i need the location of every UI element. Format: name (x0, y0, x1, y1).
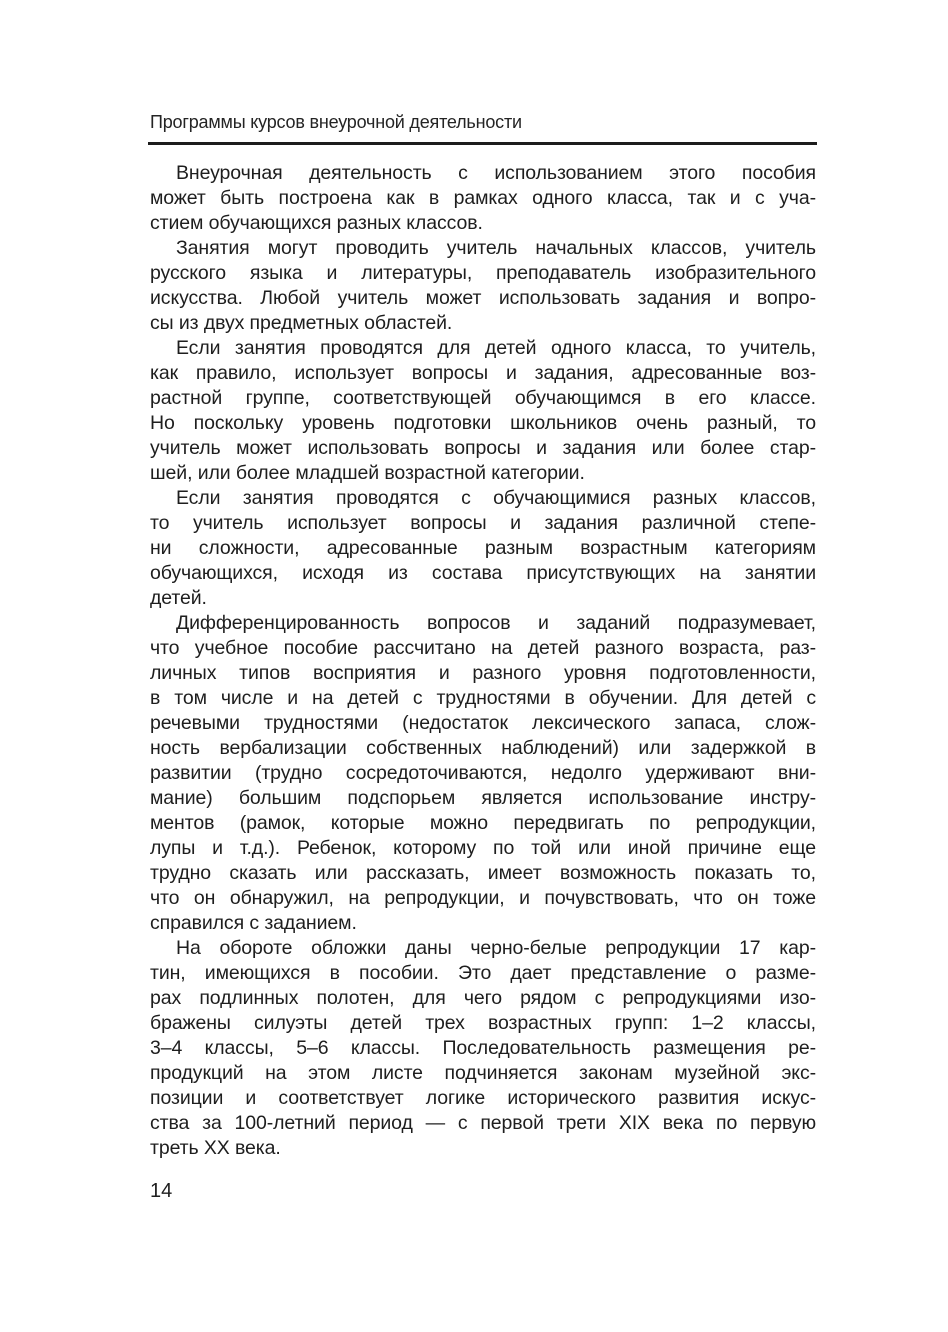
text-line: развитии (трудно сосредоточиваются, недолго удерживают вни- (150, 762, 816, 784)
text-line: Если занятия проводятся для детей одного класса, то учитель, (176, 337, 816, 359)
text-line: ность вербализации собственных наблюдений) или задержкой в (150, 737, 816, 759)
paragraph (150, 936, 816, 1161)
text-line: что он обнаружил, на репродукции, и почувствовать, что он тоже (150, 887, 816, 909)
text-line: 3–4 классы, 5–6 классы. Последовательность размещения ре- (150, 1037, 816, 1059)
text-line: позиции и соответствует логике исторического развития искус- (150, 1087, 816, 1109)
text-line: Если занятия проводятся с обучающимися разных классов, (176, 487, 816, 509)
running-header: Программы курсов внеурочной деятельности (150, 112, 522, 132)
text-line: ментов (рамок, которые можно передвигать по репродукции, (150, 812, 816, 834)
paragraph (150, 236, 816, 336)
text-line: сы из двух предметных областей. (150, 312, 453, 334)
text-line: личных типов восприятия и разного уровня подготовленности, (150, 662, 816, 684)
text-line: стием обучающихся разных классов. (150, 212, 483, 234)
text-line: учитель может использовать вопросы и задания или более стар- (150, 437, 816, 459)
text-line: ства за 100-летний период — с первой трети XIX века по первую (150, 1112, 816, 1134)
text-line: что учебное пособие рассчитано на детей разного возраста, раз- (150, 637, 816, 659)
text-line: бражены силуэты детей трех возрастных групп: 1–2 классы, (150, 1012, 816, 1034)
text-line: как правило, использует вопросы и задания, адресованные воз- (150, 362, 816, 384)
text-line: может быть построена как в рамках одного класса, так и с уча- (150, 187, 816, 209)
text-line: На обороте обложки даны черно-белые репродукции 17 кар- (176, 937, 816, 959)
text-line: рах подлинных полотен, для чего рядом с репродукциями изо- (150, 987, 816, 1009)
text-line: трудно сказать или рассказать, имеет возможность показать то, (150, 862, 816, 884)
text-line: в том числе и на детей с трудностями в обучении. Для детей с (150, 687, 816, 709)
text-line: шей, или более младшей возрастной категории. (150, 462, 585, 484)
text-line: лупы и т.д.). Ребенок, которому по той или иной причине еще (150, 837, 816, 859)
text-line: обучающихся, исходя из состава присутствующих на занятии (150, 562, 816, 584)
paragraph (150, 486, 816, 611)
text-line: искусства. Любой учитель может использовать задания и вопро- (150, 287, 816, 309)
page-number: 14 (150, 1180, 173, 1202)
text-line: справился с заданием. (150, 912, 357, 934)
text-line: продукций на этом листе подчиняется законам музейной экс- (150, 1062, 816, 1084)
text-line: треть XX века. (150, 1137, 281, 1159)
text-line: растной группе, соответствующей обучающимся в его классе. (150, 387, 816, 409)
text-line: тин, имеющихся в пособии. Это дает представление о разме- (150, 962, 816, 984)
text-line: мание) большим подспорьем является использование инстру- (150, 787, 816, 809)
paragraph (150, 161, 816, 236)
text-line: то учитель использует вопросы и задания различной степе- (150, 512, 816, 534)
text-line: русского языка и литературы, преподаватель изобразительного (150, 262, 816, 284)
text-line: Но поскольку уровень подготовки школьников очень разный, то (150, 412, 816, 434)
text-line: детей. (150, 587, 207, 609)
header-rule (148, 142, 817, 145)
paragraph (150, 336, 816, 486)
paragraph (150, 611, 816, 936)
text-line: ни сложности, адресованные разным возрастным категориям (150, 537, 816, 559)
body-text (150, 161, 816, 1161)
text-line: Внеурочная деятельность с использованием этого пособия (176, 162, 816, 184)
text-line: Дифференцированность вопросов и заданий подразумевает, (176, 612, 816, 634)
text-line: Занятия могут проводить учитель начальных классов, учитель (176, 237, 816, 259)
text-line: речевыми трудностями (недостаток лексического запаса, слож- (150, 712, 816, 734)
